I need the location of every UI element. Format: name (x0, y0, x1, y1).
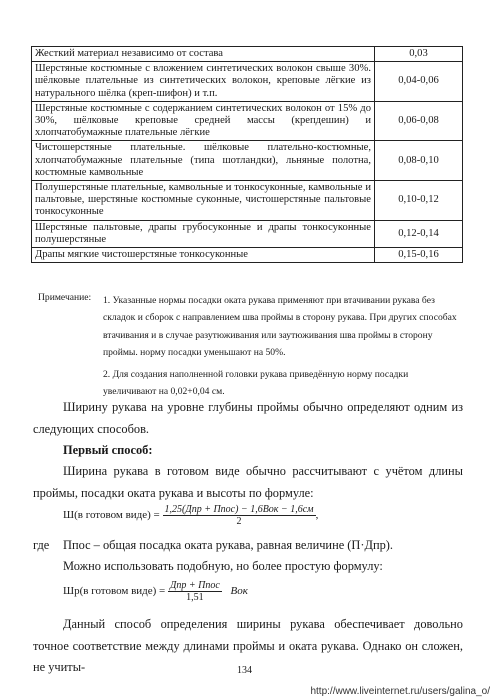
shrinkage-value: 0,04-0,06 (375, 62, 463, 102)
paragraph-3: Можно использовать подобную, но более простую формулу: (63, 559, 383, 573)
table-row (32, 248, 463, 263)
material-description: Шерстяные пальтовые, драпы грубосуконные и драпы тонкосуконные полушерстяные (32, 220, 375, 247)
page-number: 134 (237, 665, 252, 676)
note-label: Примечание: (38, 292, 92, 303)
where-label: где (33, 538, 50, 552)
material-description: Чистошерстяные плательные. шёлковые плательно-костюмные, хлопчатобумажные плательные (типа шотландки), льняные полотна, костюмные камвольные (32, 141, 375, 181)
table-row (32, 62, 463, 102)
note-1: 1. Указанные нормы посадки оката рукава применяют при втачивании рукава без складок и сборок с направлением шва проймы в сторону рукава. При других способах втачивания и в случае разутюживания или заутюживания шва проймы в сторону проймы. норму посадки уменьшают на 50%. (103, 295, 457, 359)
formula-2 (63, 580, 248, 603)
paragraph-2: Ширина рукава в готовом виде обычно рассчитывают с учётом длины проймы, посадки оката рукава и высоты по формуле: (33, 464, 463, 500)
material-description: Драпы мягкие чистошерстяные тонкосуконные (32, 248, 375, 263)
shrinkage-value: 0,03 (375, 47, 463, 62)
table-row (32, 141, 463, 181)
table-row (32, 181, 463, 221)
notes-block (103, 292, 463, 404)
table-row (32, 220, 463, 247)
formula-2-denominator: 1,51 (186, 592, 204, 603)
shrinkage-value: 0,15-0,16 (375, 248, 463, 263)
formula-1-numerator: 1,25(Дпр + Ппос) − 1,6Вок − 1,6см (164, 504, 314, 515)
shrinkage-value: 0,10-0,12 (375, 181, 463, 221)
formula-1: Ш(в готовом виде) = $\frac{\text{1,25(Дпр + Ппос) − 1,6Вок − 1,6см}}{2}$ , (63, 504, 319, 527)
formula-1-lhs: Ш(в готовом виде) = (63, 509, 160, 522)
shrinkage-value: 0,06-0,08 (375, 101, 463, 141)
paragraph-1: Ширину рукава на уровне глубины проймы обычно определяют одним из следующих способов. (33, 400, 463, 436)
material-description: Шерстяные костюмные с содержанием синтетических волокон от 15% до 30%, шёлковые креповые средней массы (крепдешин) и хлопчатобумажные плательные лёгкие (32, 101, 375, 141)
formula-2-numerator: Дпр + Ппос (170, 580, 220, 591)
where-text: Ппос – общая посадка оката рукава, равная величине (П·Дпр). (63, 538, 393, 552)
table-row (32, 101, 463, 141)
formula-2-lhs: Шр(в готовом виде) = (63, 585, 166, 598)
watermark-url: http://www.liveinternet.ru/users/galina_o/ (310, 686, 490, 697)
shrinkage-value: 0,12-0,14 (375, 220, 463, 247)
material-description: Жесткий материал независимо от состава (32, 47, 375, 62)
shrinkage-norms-table (31, 46, 463, 263)
material-description: Шерстяные костюмные с вложением синтетических волокон свыше 30%. шёлковые плательные из синтетических волокон, креповые лёгкие из натурального шёлка (креп-шифон) и т.п. (32, 62, 375, 102)
section-heading: Первый способ: (63, 443, 153, 457)
formula-2-tail: Вок (230, 585, 248, 598)
note-2: 2. Для создания наполненной головки рукава приведённую норму посадки увеличивают на 0,02+0,04 см. (103, 368, 409, 398)
table-row (32, 47, 463, 62)
shrinkage-value: 0,08-0,10 (375, 141, 463, 181)
paragraph-4: Данный способ определения ширины рукава обеспечивает довольно точное соответствие между длинами проймы и оката рукава. Однако он сложен, не учиты- (33, 617, 463, 674)
material-description: Полушерстяные плательные, камвольные и тонкосуконные, камвольные и пальтовые, шерстяные костюмные суконные, чистошерстяные пальтовые тонкосуконные (32, 181, 375, 221)
formula-1-denominator: 2 (236, 516, 242, 527)
